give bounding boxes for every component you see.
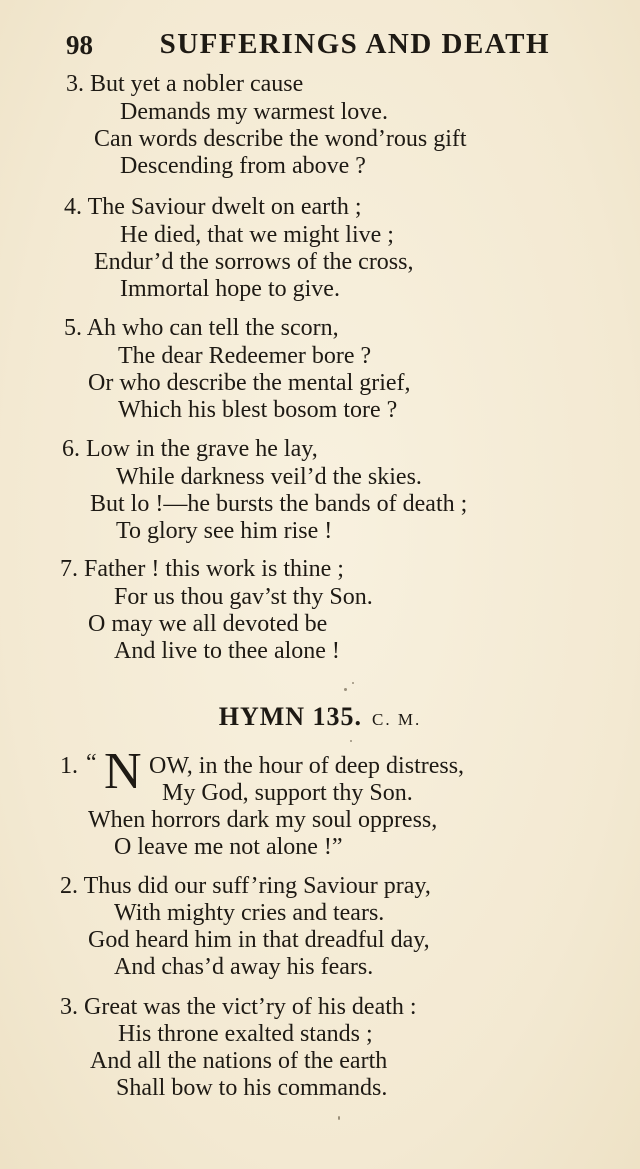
stanza-line: While darkness veil’d the skies. (116, 464, 422, 490)
verse-text: Low in the grave he lay, (86, 436, 318, 462)
ink-speck (344, 688, 347, 691)
ink-speck (352, 682, 354, 684)
stanza-line: Or who describe the mental grief, (88, 370, 411, 396)
stanza-line (60, 993, 417, 1021)
stanza-line (64, 314, 339, 342)
verse-text: But yet a nobler cause (90, 71, 304, 97)
stanza-line: And all the nations of the earth (90, 1048, 388, 1074)
ink-speck (338, 1116, 340, 1120)
stanza-line (60, 555, 344, 583)
page-header (60, 28, 550, 64)
stanza-number: 3. (66, 71, 84, 97)
stanza-line: Shall bow to his commands. (116, 1075, 388, 1101)
open-quote: “ (86, 750, 97, 776)
stanza-number: 5. (64, 315, 82, 341)
stanza-line: And chas’d away his fears. (114, 954, 374, 980)
stanza-line: When horrors dark my soul oppress, (88, 807, 438, 833)
stanza-line: Endur’d the sorrows of the cross, (94, 249, 414, 275)
verse-text: Great was the vict’ry of his death : (84, 994, 417, 1020)
running-head: SUFFERINGS AND DEATH (159, 28, 550, 60)
stanza-number: 4. (64, 194, 82, 220)
hymn-title (0, 702, 640, 732)
stanza-line: OW, in the hour of deep distress, (149, 753, 465, 779)
stanza-line: My God, support thy Son. (162, 780, 413, 806)
stanza-line (62, 435, 318, 463)
stanza-line: O may we all devoted be (88, 611, 328, 637)
stanza-line: Immortal hope to give. (120, 276, 340, 302)
stanza-line: Can words describe the wond’rous gift (94, 126, 467, 152)
stanza-line: Descending from above ? (120, 153, 366, 179)
stanza-line: He died, that we might live ; (120, 222, 394, 248)
stanza-line (66, 70, 303, 98)
ink-speck (350, 740, 352, 742)
verse-text: The Saviour dwelt on earth ; (87, 194, 362, 220)
stanza-number: 3. (60, 994, 78, 1020)
stanza-line: But lo !—he bursts the bands of death ; (90, 491, 468, 517)
stanza-line: God heard him in that dreadful day, (88, 927, 430, 953)
stanza-line: With mighty cries and tears. (114, 900, 385, 926)
stanza-line: Which his blest bosom tore ? (118, 397, 398, 423)
stanza-line: The dear Redeemer bore ? (118, 343, 372, 369)
stanza-line: His throne exalted stands ; (118, 1021, 373, 1047)
stanza-number: 2. (60, 873, 78, 899)
stanza-number: 7. (60, 556, 78, 582)
stanza-line: For us thou gav’st thy Son. (114, 584, 373, 610)
stanza-line: O leave me not alone !” (114, 834, 343, 860)
stanza-line: And live to thee alone ! (114, 638, 340, 664)
stanza-line: Demands my warmest love. (120, 99, 388, 125)
verse-text: Father ! this work is thine ; (84, 556, 344, 582)
hymn-number: HYMN 135. (218, 702, 363, 731)
verse-text: Thus did our suff’ring Saviour pray, (83, 873, 431, 899)
stanza-line: To glory see him rise ! (116, 518, 333, 544)
drop-cap: N (104, 743, 142, 800)
verse-text: Ah who can tell the scorn, (86, 315, 339, 341)
stanza-number: 1. (60, 753, 78, 779)
stanza-number: 6. (62, 436, 80, 462)
stanza-line (60, 872, 431, 900)
hymn-meter: C. M. (372, 710, 422, 729)
stanza-line (64, 193, 362, 221)
page-number: 98 (66, 30, 93, 60)
